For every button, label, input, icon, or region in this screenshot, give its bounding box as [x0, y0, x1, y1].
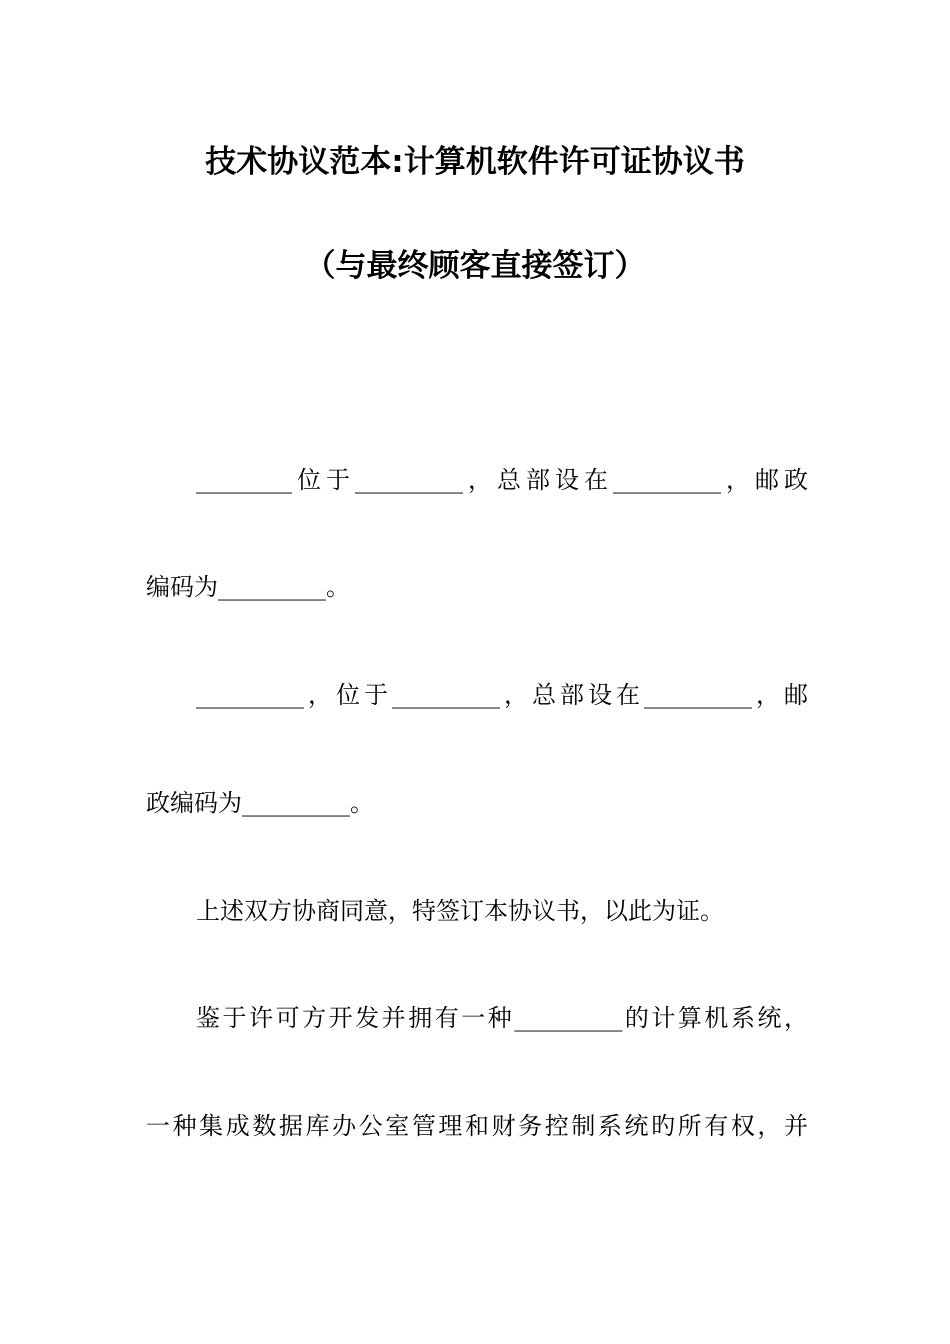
party-a-line-2: 编码为_________。	[146, 573, 350, 601]
document-subtitle: （与最终顾客直接签订）	[304, 248, 646, 284]
party-a-line-1: ________位于_________，总部设在_________，邮政	[196, 466, 808, 494]
whereas-line-1: 鉴于许可方开发并拥有一种_________的计算机系统，	[196, 1004, 808, 1032]
agreement-statement: 上述双方协商同意，特签订本协议书，以此为证。	[196, 897, 724, 925]
party-b-line-2: 政编码为_________。	[146, 789, 374, 817]
party-b-line-1: _________，位于_________，总部设在_________，邮	[196, 681, 808, 709]
whereas-line-2: 一种集成数据库办公室管理和财务控制系统旳所有权，并	[146, 1112, 808, 1140]
document-title: 技术协议范本:计算机软件许可证协议书	[205, 144, 745, 180]
